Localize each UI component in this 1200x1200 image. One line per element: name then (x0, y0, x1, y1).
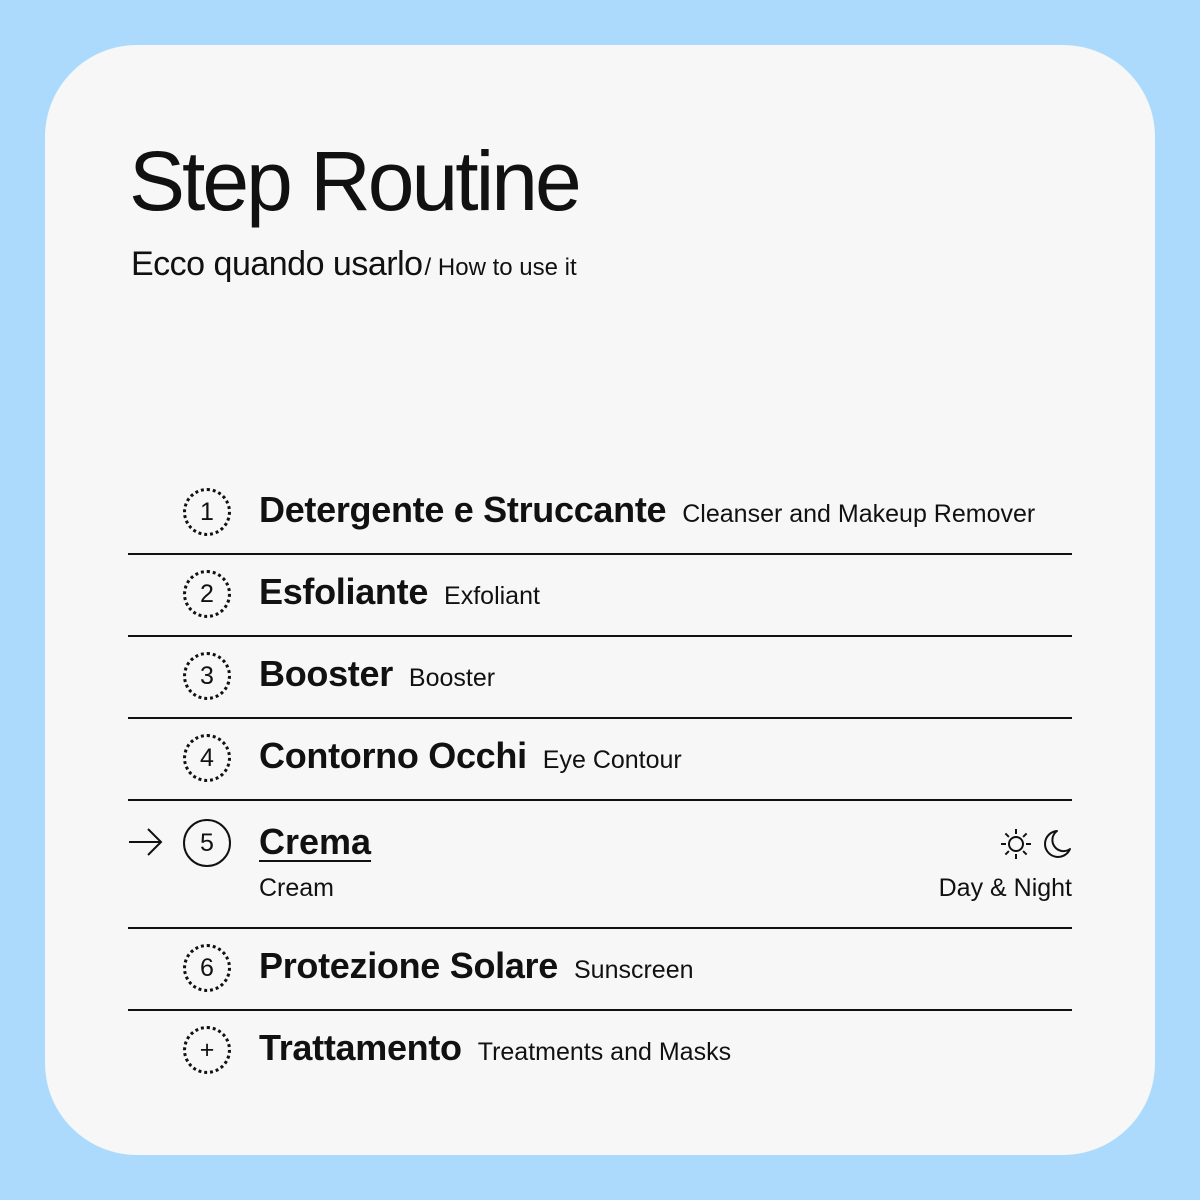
step-number-badge: 1 (183, 488, 231, 536)
step-name-italian: Protezione Solare (259, 945, 558, 986)
step-row-6 (128, 929, 1072, 1011)
step-name-italian: Esfoliante (259, 571, 429, 612)
step-row-4 (128, 719, 1072, 801)
subtitle-italian: Ecco quando usarlo (131, 245, 423, 283)
sun-icon (1000, 828, 1032, 860)
step-label (259, 1027, 732, 1068)
step-name-italian: Contorno Occhi (259, 735, 527, 776)
step-number-badge: 3 (183, 652, 231, 700)
moon-icon (1042, 828, 1072, 860)
subtitle-english: / How to use it (424, 254, 577, 281)
step-number-badge: + (183, 1026, 231, 1074)
step-list (128, 473, 1072, 1091)
step-number-badge: 6 (183, 944, 231, 992)
step-name-italian: Crema (259, 821, 372, 862)
step-name-english: Cleanser and Makeup Remover (682, 500, 1036, 528)
step-row-1 (128, 473, 1072, 555)
step-name-english: Booster (408, 664, 496, 692)
step-row-3 (128, 637, 1072, 719)
step-label (259, 653, 496, 694)
step-label (259, 571, 540, 612)
step-name-italian: Booster (259, 653, 393, 694)
arrow-right-icon (128, 827, 164, 857)
step-name-italian: Trattamento (259, 1027, 462, 1068)
step-label (259, 735, 682, 776)
page-subtitle (131, 245, 577, 284)
step-number-badge: 2 (183, 570, 231, 618)
step-label (259, 945, 694, 986)
usage-label: Day & Night (938, 874, 1072, 902)
usage-icons (1000, 828, 1072, 860)
routine-card (45, 45, 1155, 1155)
step-row-2 (128, 555, 1072, 637)
step-label (259, 489, 1036, 530)
step-name-italian: Detergente e Struccante (259, 489, 667, 530)
step-name-english: Exfoliant (444, 582, 540, 610)
step-row-extra (128, 1011, 1072, 1091)
step-number-badge: 5 (183, 819, 231, 867)
step-name-english: Treatments and Masks (477, 1038, 732, 1066)
step-name-english: Cream (259, 874, 335, 902)
page-title: Step Routine (129, 134, 579, 228)
step-name-english: Sunscreen (573, 956, 694, 984)
step-row-5-active (128, 801, 1072, 929)
step-name-english: Eye Contour (542, 746, 682, 774)
step-number-badge: 4 (183, 734, 231, 782)
